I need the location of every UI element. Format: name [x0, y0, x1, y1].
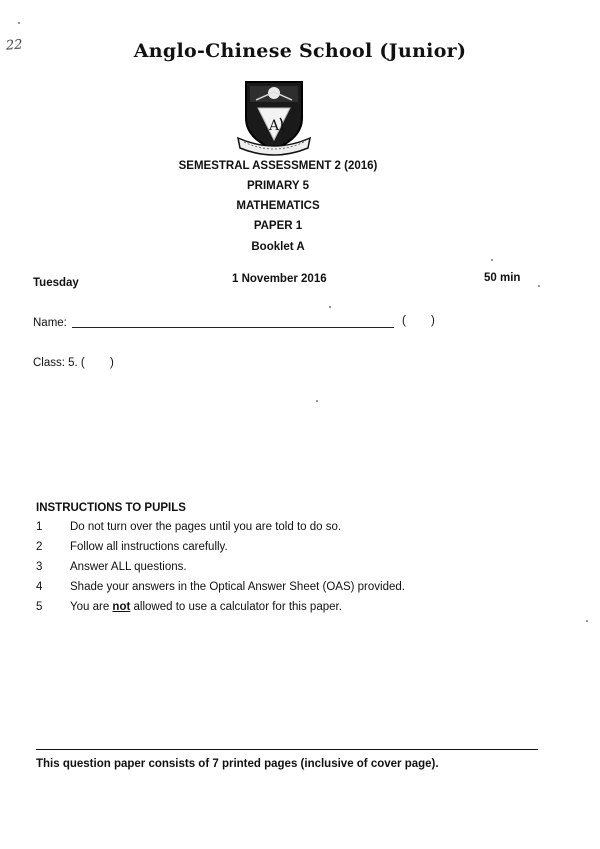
instruction-item	[36, 521, 341, 533]
scan-speck	[329, 306, 331, 308]
instruction-number: 1	[36, 521, 43, 533]
svg-text:A: A	[268, 118, 280, 134]
scan-speck	[538, 285, 540, 287]
handwritten-page-mark: 22	[5, 37, 24, 54]
exam-subject: MATHEMATICS	[236, 200, 320, 212]
name-label: Name:	[33, 317, 67, 329]
instruction-emphasis: not	[112, 601, 131, 613]
exam-title: SEMESTRAL ASSESSMENT 2 (2016)	[178, 160, 378, 172]
index-number-field[interactable]	[408, 312, 428, 328]
instructions-title: INSTRUCTIONS TO PUPILS	[36, 502, 186, 514]
scan-speck	[316, 400, 318, 402]
exam-date: 1 November 2016	[232, 273, 327, 285]
exam-level: PRIMARY 5	[247, 180, 309, 192]
instruction-item	[36, 541, 228, 553]
exam-day: Tuesday	[33, 277, 79, 289]
index-paren-open: (	[402, 315, 406, 327]
exam-duration: 50 min	[484, 272, 521, 284]
instruction-text: Follow all instructions carefully.	[70, 541, 228, 553]
instruction-text: Shade your answers in the Optical Answer Sheet (OAS) provided.	[70, 581, 405, 593]
instruction-text-post: allowed to use a calculator for this paper.	[130, 601, 342, 613]
class-field[interactable]	[88, 354, 108, 370]
exam-booklet: Booklet A	[251, 241, 305, 253]
scan-speck	[18, 22, 20, 24]
scan-speck	[491, 259, 493, 261]
instruction-number: 2	[36, 541, 43, 553]
instruction-number: 5	[36, 601, 43, 613]
scan-speck	[586, 620, 588, 622]
footer-divider	[36, 749, 538, 750]
class-paren-close: )	[110, 357, 114, 369]
instruction-item	[36, 561, 187, 573]
instruction-item	[36, 601, 342, 613]
page-count-note: This question paper consists of 7 printed pages (inclusive of cover page).	[36, 758, 439, 770]
instruction-item	[36, 581, 405, 593]
class-label: Class: 5. (	[33, 357, 85, 369]
instruction-text: Do not turn over the pages until you are told to do so.	[70, 521, 342, 533]
school-crest-icon	[236, 78, 312, 156]
instruction-number: 4	[36, 581, 43, 593]
instruction-number: 3	[36, 561, 43, 573]
instruction-text: Answer ALL questions.	[70, 561, 187, 573]
instruction-text-pre: You are	[70, 601, 113, 613]
school-name: Anglo-Chinese School (Junior)	[133, 40, 467, 62]
name-field[interactable]	[72, 327, 394, 328]
index-paren-close: )	[431, 315, 435, 327]
exam-paper: PAPER 1	[253, 220, 303, 232]
